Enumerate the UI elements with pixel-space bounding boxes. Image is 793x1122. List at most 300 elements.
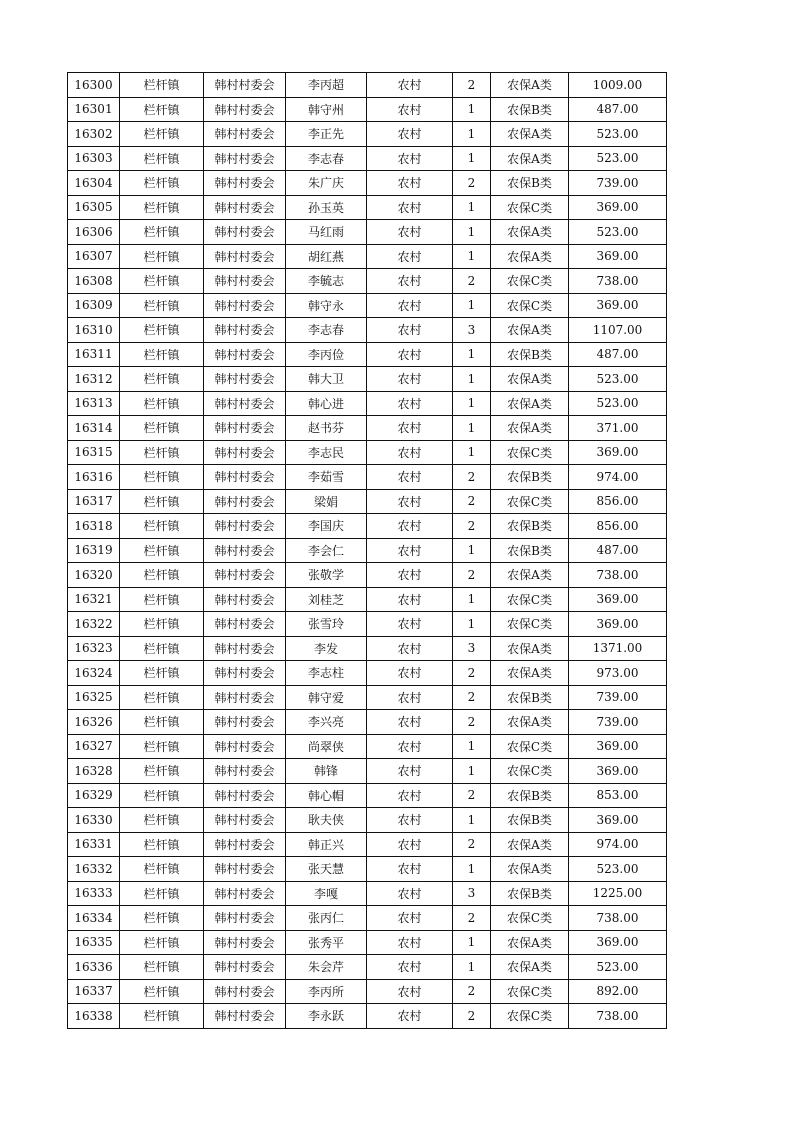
row-id-cell: 16331 (68, 832, 120, 857)
village-cell: 韩村村委会 (204, 97, 286, 122)
person-name-cell: 韩心帽 (286, 783, 367, 808)
person-name-cell: 李会仁 (286, 538, 367, 563)
town-cell: 栏杆镇 (120, 685, 204, 710)
amount-cell: 369.00 (569, 734, 667, 759)
table-row (68, 636, 667, 661)
insurance-category-cell: 农保B类 (491, 171, 569, 196)
table-row (68, 955, 667, 980)
amount-cell: 523.00 (569, 955, 667, 980)
amount-cell: 369.00 (569, 440, 667, 465)
household-type-cell: 农村 (367, 930, 453, 955)
town-cell: 栏杆镇 (120, 538, 204, 563)
table-row (68, 979, 667, 1004)
village-cell: 韩村村委会 (204, 881, 286, 906)
row-id-cell: 16308 (68, 269, 120, 294)
person-name-cell: 赵书芬 (286, 416, 367, 441)
member-count-cell: 2 (453, 710, 491, 735)
household-type-cell: 农村 (367, 416, 453, 441)
household-type-cell: 农村 (367, 195, 453, 220)
village-cell: 韩村村委会 (204, 195, 286, 220)
village-cell: 韩村村委会 (204, 685, 286, 710)
row-id-cell: 16330 (68, 808, 120, 833)
member-count-cell: 2 (453, 979, 491, 1004)
table-row (68, 122, 667, 147)
member-count-cell: 3 (453, 881, 491, 906)
household-type-cell: 农村 (367, 220, 453, 245)
row-id-cell: 16336 (68, 955, 120, 980)
member-count-cell: 2 (453, 832, 491, 857)
member-count-cell: 2 (453, 269, 491, 294)
village-cell: 韩村村委会 (204, 440, 286, 465)
person-name-cell: 梁娟 (286, 489, 367, 514)
insurance-category-cell: 农保A类 (491, 391, 569, 416)
amount-cell: 487.00 (569, 538, 667, 563)
member-count-cell: 1 (453, 857, 491, 882)
town-cell: 栏杆镇 (120, 489, 204, 514)
person-name-cell: 李丙超 (286, 73, 367, 98)
insurance-category-cell: 农保B类 (491, 514, 569, 539)
town-cell: 栏杆镇 (120, 979, 204, 1004)
household-type-cell: 农村 (367, 808, 453, 833)
town-cell: 栏杆镇 (120, 661, 204, 686)
amount-cell: 523.00 (569, 220, 667, 245)
town-cell: 栏杆镇 (120, 391, 204, 416)
table-row (68, 146, 667, 171)
village-cell: 韩村村委会 (204, 538, 286, 563)
household-type-cell: 农村 (367, 563, 453, 588)
insurance-category-cell: 农保A类 (491, 244, 569, 269)
person-name-cell: 李志春 (286, 146, 367, 171)
insurance-category-cell: 农保B类 (491, 538, 569, 563)
member-count-cell: 2 (453, 1004, 491, 1029)
insurance-category-cell: 农保B类 (491, 685, 569, 710)
member-count-cell: 1 (453, 293, 491, 318)
insurance-category-cell: 农保A类 (491, 955, 569, 980)
table-row (68, 97, 667, 122)
row-id-cell: 16325 (68, 685, 120, 710)
amount-cell: 892.00 (569, 979, 667, 1004)
person-name-cell: 张丙仁 (286, 906, 367, 931)
household-type-cell: 农村 (367, 489, 453, 514)
household-type-cell: 农村 (367, 318, 453, 343)
row-id-cell: 16311 (68, 342, 120, 367)
amount-cell: 974.00 (569, 465, 667, 490)
insurance-category-cell: 农保A类 (491, 146, 569, 171)
person-name-cell: 韩大卫 (286, 367, 367, 392)
village-cell: 韩村村委会 (204, 244, 286, 269)
town-cell: 栏杆镇 (120, 587, 204, 612)
row-id-cell: 16322 (68, 612, 120, 637)
town-cell: 栏杆镇 (120, 465, 204, 490)
row-id-cell: 16316 (68, 465, 120, 490)
household-type-cell: 农村 (367, 391, 453, 416)
insurance-category-cell: 农保C类 (491, 293, 569, 318)
town-cell: 栏杆镇 (120, 514, 204, 539)
village-cell: 韩村村委会 (204, 661, 286, 686)
insurance-category-cell: 农保C类 (491, 979, 569, 1004)
household-type-cell: 农村 (367, 759, 453, 784)
town-cell: 栏杆镇 (120, 612, 204, 637)
amount-cell: 856.00 (569, 514, 667, 539)
village-cell: 韩村村委会 (204, 318, 286, 343)
row-id-cell: 16332 (68, 857, 120, 882)
town-cell: 栏杆镇 (120, 146, 204, 171)
household-type-cell: 农村 (367, 661, 453, 686)
village-cell: 韩村村委会 (204, 1004, 286, 1029)
village-cell: 韩村村委会 (204, 391, 286, 416)
insurance-category-cell: 农保A类 (491, 318, 569, 343)
table-row (68, 342, 667, 367)
row-id-cell: 16314 (68, 416, 120, 441)
row-id-cell: 16302 (68, 122, 120, 147)
person-name-cell: 朱广庆 (286, 171, 367, 196)
town-cell: 栏杆镇 (120, 97, 204, 122)
person-name-cell: 孙玉英 (286, 195, 367, 220)
village-cell: 韩村村委会 (204, 465, 286, 490)
member-count-cell: 1 (453, 220, 491, 245)
village-cell: 韩村村委会 (204, 342, 286, 367)
person-name-cell: 李毓志 (286, 269, 367, 294)
village-cell: 韩村村委会 (204, 563, 286, 588)
member-count-cell: 2 (453, 685, 491, 710)
member-count-cell: 1 (453, 759, 491, 784)
member-count-cell: 2 (453, 783, 491, 808)
amount-cell: 369.00 (569, 612, 667, 637)
town-cell: 栏杆镇 (120, 808, 204, 833)
village-cell: 韩村村委会 (204, 930, 286, 955)
household-type-cell: 农村 (367, 465, 453, 490)
person-name-cell: 李正先 (286, 122, 367, 147)
person-name-cell: 张秀平 (286, 930, 367, 955)
table-row (68, 759, 667, 784)
row-id-cell: 16306 (68, 220, 120, 245)
town-cell: 栏杆镇 (120, 563, 204, 588)
table-row (68, 685, 667, 710)
table-row (68, 391, 667, 416)
table-row (68, 73, 667, 98)
village-cell: 韩村村委会 (204, 759, 286, 784)
insurance-category-cell: 农保A类 (491, 857, 569, 882)
member-count-cell: 1 (453, 930, 491, 955)
person-name-cell: 刘桂芝 (286, 587, 367, 612)
amount-cell: 739.00 (569, 710, 667, 735)
table-row (68, 293, 667, 318)
amount-cell: 738.00 (569, 563, 667, 588)
amount-cell: 738.00 (569, 1004, 667, 1029)
member-count-cell: 1 (453, 734, 491, 759)
person-name-cell: 李丙俭 (286, 342, 367, 367)
row-id-cell: 16318 (68, 514, 120, 539)
village-cell: 韩村村委会 (204, 367, 286, 392)
member-count-cell: 1 (453, 391, 491, 416)
person-name-cell: 韩守州 (286, 97, 367, 122)
town-cell: 栏杆镇 (120, 73, 204, 98)
village-cell: 韩村村委会 (204, 220, 286, 245)
town-cell: 栏杆镇 (120, 759, 204, 784)
row-id-cell: 16328 (68, 759, 120, 784)
town-cell: 栏杆镇 (120, 857, 204, 882)
village-cell: 韩村村委会 (204, 122, 286, 147)
town-cell: 栏杆镇 (120, 195, 204, 220)
household-type-cell: 农村 (367, 73, 453, 98)
insurance-category-cell: 农保A类 (491, 73, 569, 98)
person-name-cell: 李志柱 (286, 661, 367, 686)
member-count-cell: 1 (453, 244, 491, 269)
insurance-category-cell: 农保C类 (491, 440, 569, 465)
amount-cell: 523.00 (569, 367, 667, 392)
town-cell: 栏杆镇 (120, 122, 204, 147)
row-id-cell: 16310 (68, 318, 120, 343)
town-cell: 栏杆镇 (120, 906, 204, 931)
data-table (67, 72, 667, 1029)
table-row (68, 857, 667, 882)
member-count-cell: 1 (453, 97, 491, 122)
amount-cell: 523.00 (569, 146, 667, 171)
row-id-cell: 16317 (68, 489, 120, 514)
household-type-cell: 农村 (367, 783, 453, 808)
member-count-cell: 1 (453, 440, 491, 465)
row-id-cell: 16303 (68, 146, 120, 171)
household-type-cell: 农村 (367, 587, 453, 612)
town-cell: 栏杆镇 (120, 416, 204, 441)
member-count-cell: 1 (453, 342, 491, 367)
insurance-category-cell: 农保A类 (491, 832, 569, 857)
person-name-cell: 张敬学 (286, 563, 367, 588)
table-row (68, 587, 667, 612)
person-name-cell: 耿夫侠 (286, 808, 367, 833)
amount-cell: 487.00 (569, 342, 667, 367)
person-name-cell: 朱会芹 (286, 955, 367, 980)
village-cell: 韩村村委会 (204, 979, 286, 1004)
person-name-cell: 李永跃 (286, 1004, 367, 1029)
amount-cell: 369.00 (569, 195, 667, 220)
table-row (68, 514, 667, 539)
village-cell: 韩村村委会 (204, 293, 286, 318)
table-row (68, 489, 667, 514)
amount-cell: 973.00 (569, 661, 667, 686)
village-cell: 韩村村委会 (204, 489, 286, 514)
village-cell: 韩村村委会 (204, 171, 286, 196)
person-name-cell: 李志民 (286, 440, 367, 465)
household-type-cell: 农村 (367, 685, 453, 710)
town-cell: 栏杆镇 (120, 955, 204, 980)
town-cell: 栏杆镇 (120, 171, 204, 196)
village-cell: 韩村村委会 (204, 710, 286, 735)
table-row (68, 808, 667, 833)
member-count-cell: 1 (453, 612, 491, 637)
insurance-category-cell: 农保C类 (491, 759, 569, 784)
member-count-cell: 1 (453, 122, 491, 147)
row-id-cell: 16338 (68, 1004, 120, 1029)
household-type-cell: 农村 (367, 367, 453, 392)
amount-cell: 974.00 (569, 832, 667, 857)
household-type-cell: 农村 (367, 538, 453, 563)
amount-cell: 369.00 (569, 244, 667, 269)
amount-cell: 369.00 (569, 759, 667, 784)
household-type-cell: 农村 (367, 244, 453, 269)
village-cell: 韩村村委会 (204, 857, 286, 882)
member-count-cell: 2 (453, 661, 491, 686)
insurance-category-cell: 农保B类 (491, 783, 569, 808)
row-id-cell: 16300 (68, 73, 120, 98)
household-type-cell: 农村 (367, 636, 453, 661)
row-id-cell: 16337 (68, 979, 120, 1004)
person-name-cell: 韩心进 (286, 391, 367, 416)
person-name-cell: 韩锋 (286, 759, 367, 784)
village-cell: 韩村村委会 (204, 587, 286, 612)
insurance-category-cell: 农保A类 (491, 930, 569, 955)
insurance-category-cell: 农保A类 (491, 636, 569, 661)
household-type-cell: 农村 (367, 1004, 453, 1029)
amount-cell: 369.00 (569, 293, 667, 318)
row-id-cell: 16309 (68, 293, 120, 318)
amount-cell: 1225.00 (569, 881, 667, 906)
table-row (68, 881, 667, 906)
household-type-cell: 农村 (367, 97, 453, 122)
member-count-cell: 3 (453, 318, 491, 343)
village-cell: 韩村村委会 (204, 832, 286, 857)
insurance-category-cell: 农保C类 (491, 587, 569, 612)
insurance-category-cell: 农保C类 (491, 489, 569, 514)
person-name-cell: 李丙所 (286, 979, 367, 1004)
amount-cell: 1371.00 (569, 636, 667, 661)
amount-cell: 856.00 (569, 489, 667, 514)
village-cell: 韩村村委会 (204, 808, 286, 833)
person-name-cell: 马红雨 (286, 220, 367, 245)
row-id-cell: 16321 (68, 587, 120, 612)
table-row (68, 734, 667, 759)
town-cell: 栏杆镇 (120, 881, 204, 906)
table-row (68, 612, 667, 637)
household-type-cell: 农村 (367, 146, 453, 171)
household-type-cell: 农村 (367, 710, 453, 735)
member-count-cell: 1 (453, 195, 491, 220)
insurance-category-cell: 农保B类 (491, 808, 569, 833)
member-count-cell: 2 (453, 73, 491, 98)
insurance-category-cell: 农保C类 (491, 1004, 569, 1029)
household-type-cell: 农村 (367, 269, 453, 294)
amount-cell: 487.00 (569, 97, 667, 122)
town-cell: 栏杆镇 (120, 367, 204, 392)
person-name-cell: 张天慧 (286, 857, 367, 882)
table-row (68, 318, 667, 343)
town-cell: 栏杆镇 (120, 1004, 204, 1029)
household-type-cell: 农村 (367, 979, 453, 1004)
person-name-cell: 胡红燕 (286, 244, 367, 269)
town-cell: 栏杆镇 (120, 734, 204, 759)
row-id-cell: 16324 (68, 661, 120, 686)
row-id-cell: 16315 (68, 440, 120, 465)
member-count-cell: 2 (453, 563, 491, 588)
person-name-cell: 李嘎 (286, 881, 367, 906)
amount-cell: 1107.00 (569, 318, 667, 343)
person-name-cell: 李志春 (286, 318, 367, 343)
member-count-cell: 2 (453, 171, 491, 196)
town-cell: 栏杆镇 (120, 783, 204, 808)
row-id-cell: 16301 (68, 97, 120, 122)
insurance-category-cell: 农保C类 (491, 269, 569, 294)
village-cell: 韩村村委会 (204, 514, 286, 539)
row-id-cell: 16320 (68, 563, 120, 588)
person-name-cell: 韩守永 (286, 293, 367, 318)
household-type-cell: 农村 (367, 857, 453, 882)
table-row (68, 269, 667, 294)
person-name-cell: 李发 (286, 636, 367, 661)
row-id-cell: 16304 (68, 171, 120, 196)
table-row (68, 563, 667, 588)
person-name-cell: 尚翠侠 (286, 734, 367, 759)
town-cell: 栏杆镇 (120, 710, 204, 735)
insurance-category-cell: 农保A类 (491, 661, 569, 686)
amount-cell: 739.00 (569, 685, 667, 710)
table-row (68, 832, 667, 857)
row-id-cell: 16313 (68, 391, 120, 416)
row-id-cell: 16319 (68, 538, 120, 563)
village-cell: 韩村村委会 (204, 906, 286, 931)
row-id-cell: 16333 (68, 881, 120, 906)
town-cell: 栏杆镇 (120, 636, 204, 661)
insurance-category-cell: 农保C类 (491, 734, 569, 759)
amount-cell: 738.00 (569, 906, 667, 931)
row-id-cell: 16335 (68, 930, 120, 955)
insurance-category-cell: 农保B类 (491, 881, 569, 906)
table-row (68, 906, 667, 931)
insurance-category-cell: 农保C类 (491, 906, 569, 931)
town-cell: 栏杆镇 (120, 440, 204, 465)
table-row (68, 465, 667, 490)
amount-cell: 369.00 (569, 587, 667, 612)
household-type-cell: 农村 (367, 906, 453, 931)
insurance-category-cell: 农保B类 (491, 97, 569, 122)
member-count-cell: 2 (453, 489, 491, 514)
amount-cell: 1009.00 (569, 73, 667, 98)
insurance-category-cell: 农保A类 (491, 220, 569, 245)
member-count-cell: 1 (453, 146, 491, 171)
row-id-cell: 16334 (68, 906, 120, 931)
member-count-cell: 2 (453, 465, 491, 490)
person-name-cell: 李兴亮 (286, 710, 367, 735)
household-type-cell: 农村 (367, 612, 453, 637)
table-row (68, 783, 667, 808)
table-row (68, 1004, 667, 1029)
table-row (68, 710, 667, 735)
table-row (68, 440, 667, 465)
insurance-category-cell: 农保A类 (491, 563, 569, 588)
household-type-cell: 农村 (367, 440, 453, 465)
town-cell: 栏杆镇 (120, 293, 204, 318)
amount-cell: 523.00 (569, 391, 667, 416)
village-cell: 韩村村委会 (204, 734, 286, 759)
town-cell: 栏杆镇 (120, 220, 204, 245)
insurance-category-cell: 农保B类 (491, 342, 569, 367)
household-type-cell: 农村 (367, 122, 453, 147)
household-type-cell: 农村 (367, 881, 453, 906)
town-cell: 栏杆镇 (120, 930, 204, 955)
amount-cell: 369.00 (569, 808, 667, 833)
row-id-cell: 16329 (68, 783, 120, 808)
member-count-cell: 1 (453, 538, 491, 563)
insurance-category-cell: 农保C类 (491, 612, 569, 637)
insurance-category-cell: 农保A类 (491, 416, 569, 441)
amount-cell: 853.00 (569, 783, 667, 808)
row-id-cell: 16312 (68, 367, 120, 392)
village-cell: 韩村村委会 (204, 636, 286, 661)
table-row (68, 930, 667, 955)
village-cell: 韩村村委会 (204, 269, 286, 294)
insurance-category-cell: 农保A类 (491, 367, 569, 392)
member-count-cell: 2 (453, 906, 491, 931)
row-id-cell: 16307 (68, 244, 120, 269)
